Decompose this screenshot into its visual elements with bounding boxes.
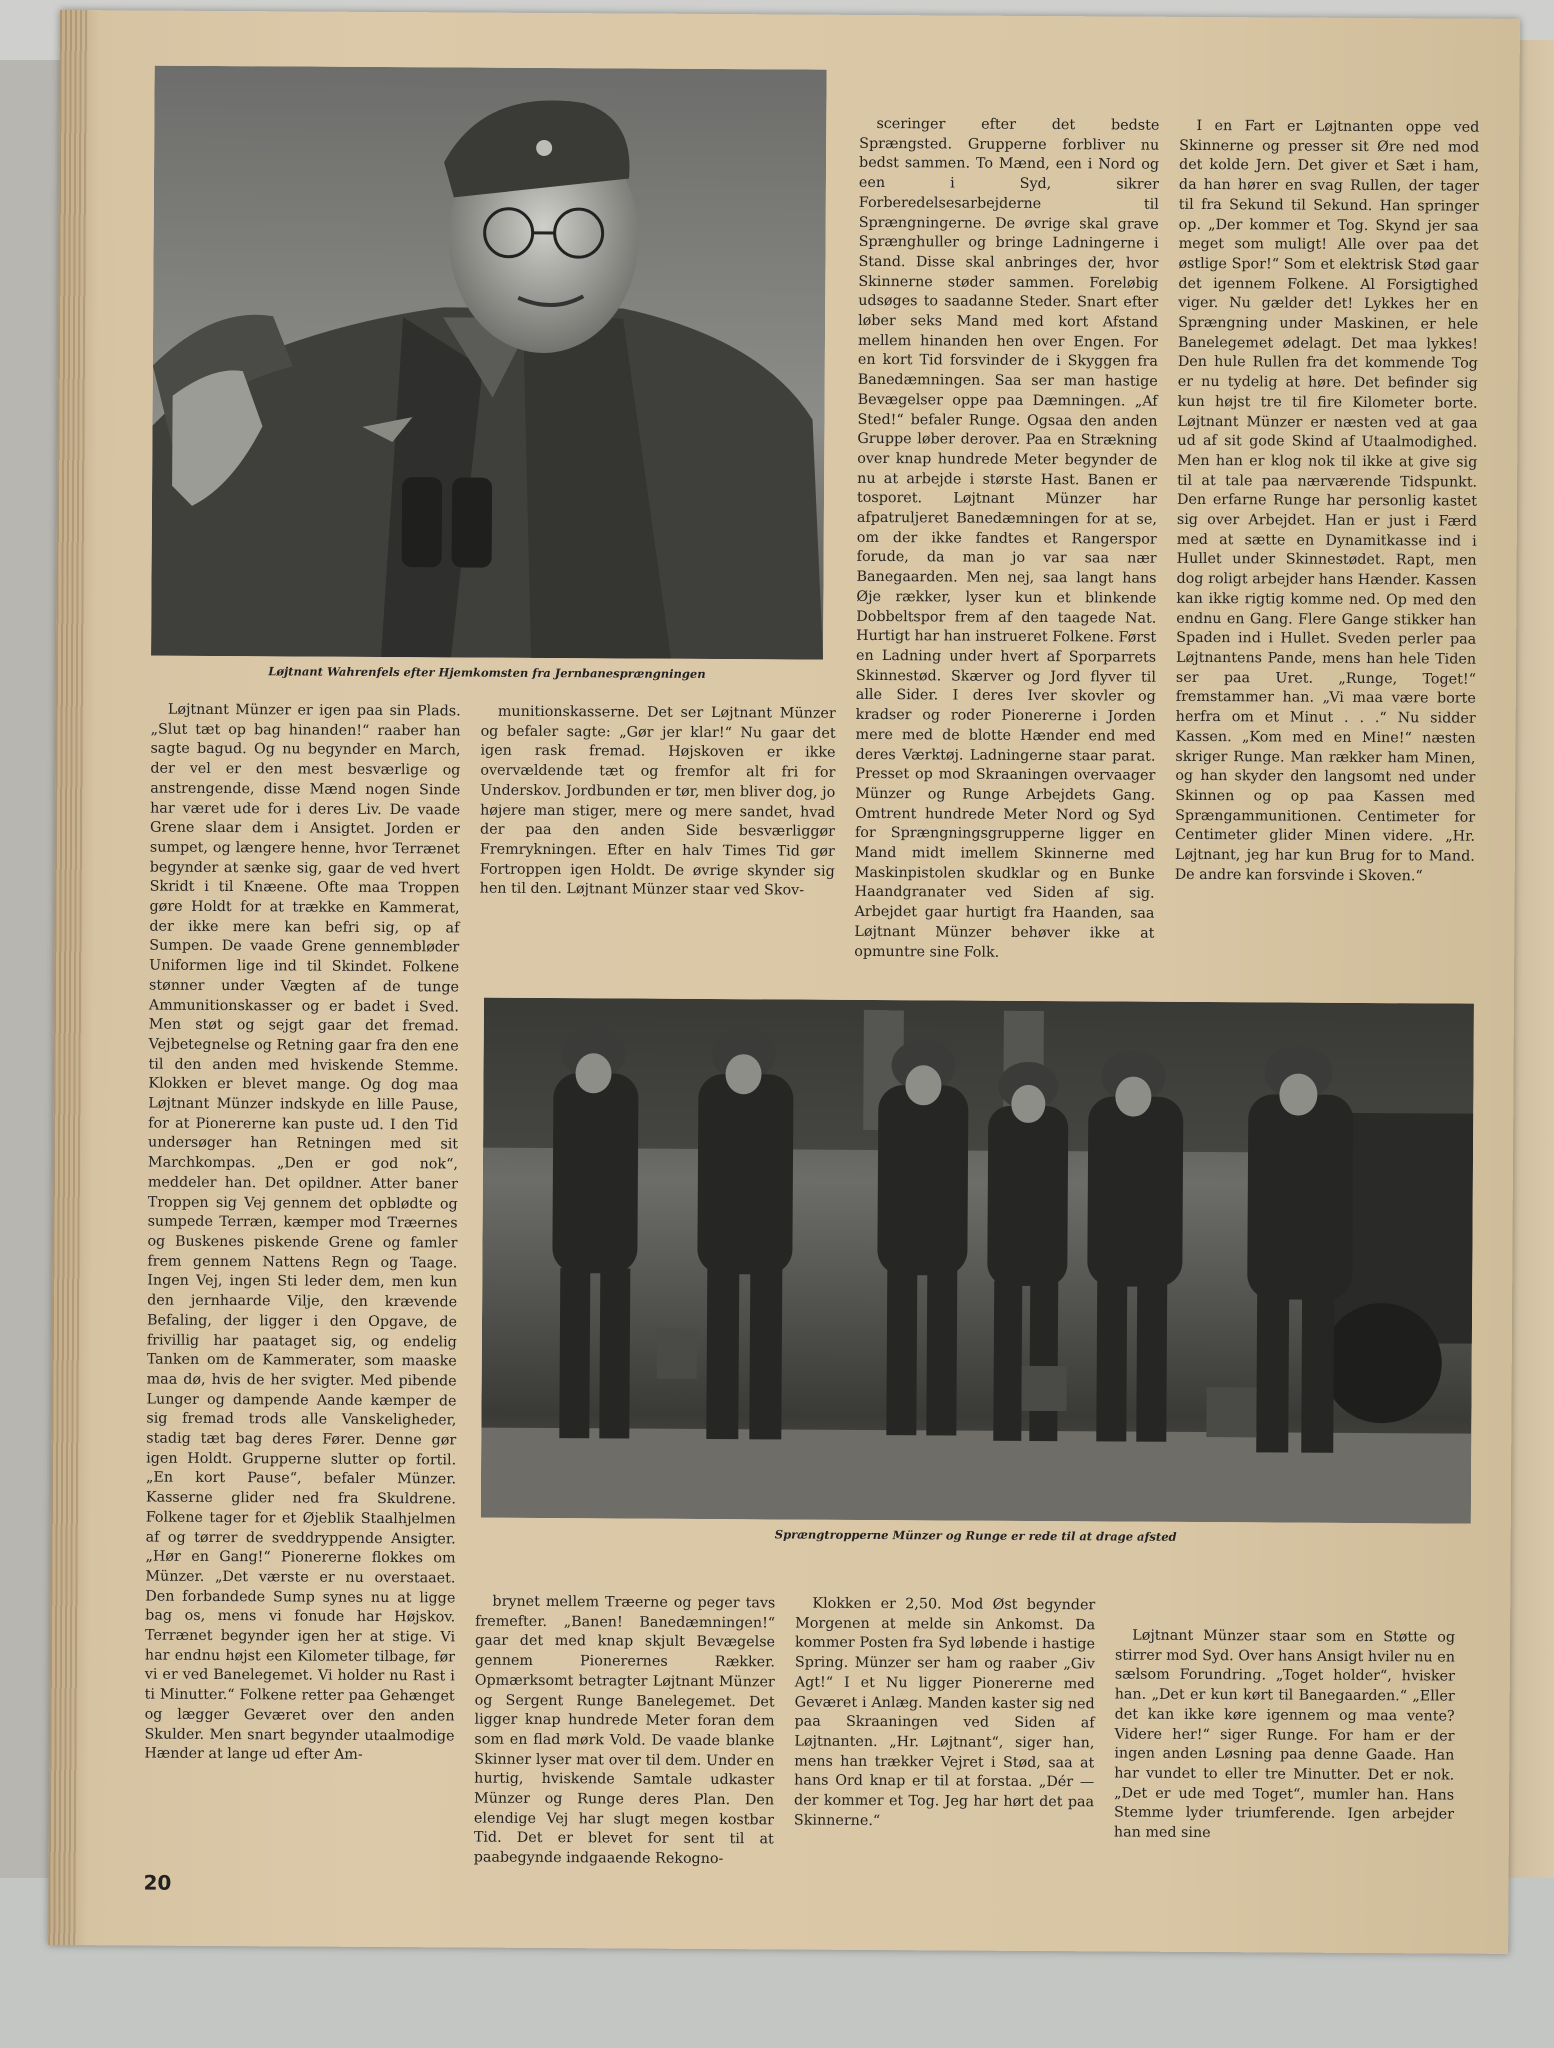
photo-sappers-image [481,998,1474,1524]
caption-photo-sappers: Sprængtropperne Münzer og Runge er rede til at drage afsted [774,1527,1177,1544]
text-column-top-middle: sceringer efter det bedste Sprængsted. Grupperne forbliver nu bedst sammen. To Mænd, een i Nord og een i Syd, sikrer Forberedelsesarbejderne til Sprængningerne. De øvrige skal grave Sprænghuller og bringe Ladningerne i Stand. Disse skal anbringes der, hvor Skinnerne støder sammen. Foreløbig udsøges to saadanne Steder. Snart efter løber seks Mand med kort Afstand mellem hinanden hen over Engen. For en kort Tid forsvinder de i Skyggen fra Banedæmningen. Saa ser man hastige Bevægelser oppe paa Dæmningen. „Af Sted!“ befaler Runge. Ogsaa den anden Gruppe løber derover. Paa en Strækning over knap hundrede Meter begynder de nu at arbejde i største Hast. Banen er tosporet. Løjtnant Münzer har afpatruljeret Banedæmningen for at se, om der ikke fandtes et Rangerspor forude, da man jo var saa nær Banegaarden. Men nej, saa langt hans Øje rækker, lyser kun et blinkende Dobbeltspor frem af den taagede Nat. Hurtigt har han instrueret Folkene. Først en Ladning under hvert af Sporparrets Skinnestød. Skærver og Jord flyver til alle Sider. I deres Iver skovler og kradser og roder Pionererne i Jorden mere med de blotte Hænder end med deres Værktøj. Ladningerne staar parat. Presset op mod Skraaningen overvaager Münzer og Runge Arbejdets Gang. Omtrent hundrede Meter Nord og Syd for Sprængningsgrupperne ligger en Mand midt imellem Skinnerne med Maskinpistolen skudklar og en Bunke Haandgranater ved Siden af sig. Arbejdet gaar hurtigt fra Haanden, saa Løjtnant Münzer behøver ikke at opmuntre sine Folk. [854,115,1160,961]
text-column-bottom-third: Klokken er 2,50. Mod Øst begynder Morgenen at melde sin Ankomst. Da kommer Posten fra Syd løbende i hastige Spring. Münzer ser ham og raaber „Giv Agt!“ I et Nu ligger Pionererne med Geværet i Anlæg. Manden kaster sig ned paa Skraaningen ved Siden af Løjtnanten. „Hr. Løjtnant“, siger han, mens han trækker Vejret i Stød, saa at hans Ord knap er til at forstaa. „Dér — der kommer et Tog. Jeg har hørt det paa Skinnerne.“ [793,1595,1096,1829]
photo-sappers-group [481,998,1474,1524]
photo-officer-image [151,66,827,660]
magazine-page [48,10,1520,1954]
text-column-top-right: I en Fart er Løjtnanten oppe ved Skinnerne og presser sit Øre ned mod det kolde Jern. Det giver et Sæt i ham, da han hører en svag Rullen, der tager til fra Sekund til Sekund. Han springer op. „Der kommer et Tog. Skynd jer saa meget som muligt! Alle over paa det østlige Spor!“ Som et elektrisk Stød gaar det igennem Folkene. Al Forsigtighed viger. Nu gælder det! Lykkes her en Sprængning under Maskinen, er hele Banelegemet ødelagt. Det maa lykkes! Den hule Rullen fra det kommende Tog er nu tydelig at høre. Det befinder sig kun højst tre til fire Kilometer borte. Løjtnant Münzer er næsten ved at gaa ud af sit gode Skind af Utaalmodighed. Men han er klog nok til ikke at give sig til at tale paa nærværende Tidspunkt. Den erfarne Runge har personlig kastet sig over Arbejdet. Han er just i Færd med at sætte en Dynamitkasse ind i Hullet under Skinnestødet. Rapt, men dog roligt arbejder hans Hænder. Kassen kan ikke rigtig komme ned. Op med den endnu en Gang. Flere Gange stikker han Spaden ind i Hullet. Sveden perler paa Løjtnantens Pande, mens han hele Tiden ser paa Uret. „Runge, Toget!“ fremstammer han. „Vi maa være borte herfra om et Minut . . .“ Nu sidder Kassen. „Kom med en Mine!“ næsten skriger Runge. Man rækker ham Minen, og han skyder den langsomt ned under Skinnen og op paa Kassen med Sprængammunitionen. Centimeter for Centimeter glider Minen videre. „Hr. Løjtnant, jeg har kun Brug for to Mand. De andre kan forsvinde i Skoven.“ [1174,117,1480,885]
text-column-center-upper: munitionskasserne. Det ser Løjtnant Münzer og befaler sagte: „Gør jer klar!“ Nu gaar det igen rask fremad. Højskoven er ikke overvældende tæt og fremfor alt fri for Underskov. Jordbunden er tør, men bliver dog, jo højere man stiger, mere og mere sandet, hvad der paa den anden Side besværliggør Fremrykningen. Efter en halv Times Tid gør Fortroppen igen Holdt. De øvrige skynder sig hen til den. Løjtnant Münzer staar ved Skov- [479,703,836,899]
photo-officer-portrait [151,66,827,660]
text-column-bottom-fourth: Løjtnant Münzer staar som en Støtte og stirrer mod Syd. Over hans Ansigt hviler nu en sælsom Forundring. „Toget holder“, hvisker han. „Det er kun kørt til Banegaarden.“ „Eller det kan ikke køre igennem og maa vente? Videre her!“ siger Runge. For ham er der ingen anden Løsning paa denne Gaade. Han har vundet to eller tre Minutter. Det er nok. „Det er ude med Toget“, mumler han. Hans Stemme lyder triumferende. Igen arbejder han med sine [1113,1627,1456,1842]
text-column-bottom-second: brynet mellem Træerne og peger tavs fremefter. „Banen! Banedæmningen!“ gaar det med knap skjult Bevægelse gennem Pionerernes Rækker. Opmærksomt betragter Løjtnant Münzer og Sergent Runge Banelegemet. Det ligger knap hundrede Meter foran dem som en flad mørk Vold. De vaade blanke Skinner lyser mat over til dem. Under en hurtig, hviskende Samtale udkaster Münzer og Runge deres Plan. Den elendige Vej har slugt megen kostbar Tid. Det er blevet for sent til at paabegynde indgaaende Rekogno- [473,1593,776,1868]
text-column-left: Løjtnant Münzer er igen paa sin Plads. „Slut tæt op bag hinanden!“ raaber han sagte bagud. Og nu begynder en March, der vel er den mest besværlige og anstrengende, disse Mænd nogen Sinde har været ude for i deres Liv. De vaade Grene slaar dem i Ansigtet. Jorden er sumpet, og længere henne, hvor Terrænet begynder at sænke sig, gaar de ved hvert Skridt i til Knæene. Ofte maa Troppen gøre Holdt for at trække en Kammerat, der ikke mere kan befri sig, op af Sumpen. De vaade Grene gennembløder Uniformen lige ind til Skindet. Folkene stønner under Vægten af de tunge Ammunitionskasser og er badet i Sved. Men støt og sejgt gaar det fremad. Vejbetegnelse og Retning gaar fra den ene til den anden med hviskende Stemme. Klokken er blevet mange. Og dog maa Løjtnant Münzer indskyde en lille Pause, for at Pionererne kan puste ud. I den Tid undersøger han Retningen med sit Marchkompas. „Den er god nok“, meddeler han. Det opildner. Atter baner Troppen sig Vej gennem det opblødte og sumpede Terræn, kæmper mod Træernes og Buskenes piskende Grene og famler frem gennem Nattens Regn og Taage. Ingen Vej, ingen Sti leder dem, men kun den jernhaarde Vilje, den krævende Befaling, der ligger i den Opgave, de frivillig har paataget sig, og endelig Tanken om de Kammerater, som maaske maa dø, hvis de her svigter. Med pibende Lunger og dampende Aande kæmper de sig fremad trods alle Vanskeligheder, stadig tæt bag deres Fører. Denne gør igen Holdt. Grupperne slutter op fortil. „En kort Pause“, befaler Münzer. Kasserne glider ned fra Skuldrene. Folkene tager for et Øjeblik Staalhjelmen af og tørrer de sveddryppende Ansigter. „Hør en Gang!“ Pionererne flokkes om Münzer. „Det værste er nu overstaaet. Den forbandede Sump synes nu at ligge bag os, mens vi fonude har Højskov. Terrænet begynder igen her at stige. Vi har endnu højst een Kilometer tilbage, før vi er ved Banelegemet. Vi holder nu Rast i ti Minutter.“ Folkene retter paa Gehænget og lægger Geværet over den anden Skulder. Men snart begynder utaalmodige Hænder at lange ud efter Am- [144,701,461,1764]
page-number: 20 [143,1870,172,1895]
caption-photo-officer: Løjtnant Wahrenfels efter Hjemkomsten fra Jernbanesprængningen [268,664,706,681]
stacked-page-edges [48,10,88,1945]
